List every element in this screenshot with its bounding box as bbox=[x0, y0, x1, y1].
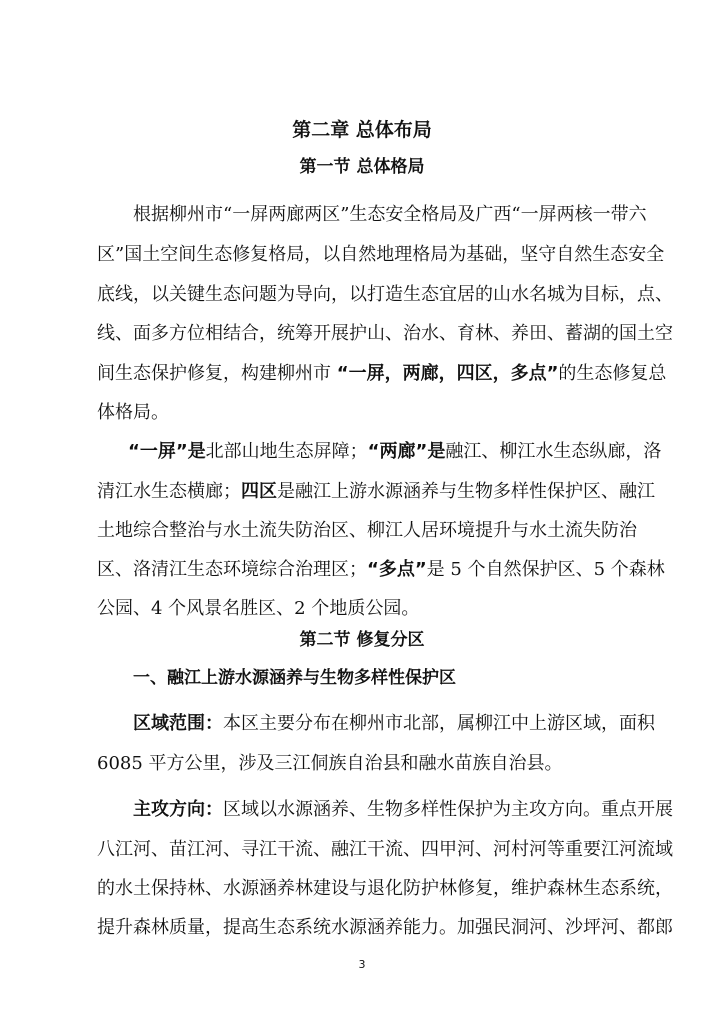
paragraph-line bbox=[97, 480, 655, 504]
page-number: 3 bbox=[358, 958, 366, 971]
text-run: 融江、柳江水生态纵廊，洛 bbox=[445, 441, 662, 462]
text-run: 区域以水源涵养、生物多样性保护为主攻方向。重点开展 bbox=[223, 799, 673, 820]
text-run: 的生态修复总 bbox=[558, 363, 667, 384]
bold-text: “一屏”是 bbox=[128, 441, 206, 462]
paragraph-line: 线、面多方位相结合，统筹开展护山、治水、育林、养田、蓄湖的国土空 bbox=[97, 323, 673, 344]
bold-text: “两廊”是 bbox=[367, 441, 446, 462]
bold-text: “一屏，两廊，四区，多点” bbox=[336, 363, 559, 384]
paragraph-line: 区”国土空间生态修复格局，以自然地理格局为基础，坚守自然生态安全 bbox=[97, 244, 665, 265]
text-run: 区、洛清江生态环境综合治理区； bbox=[97, 559, 367, 580]
section-title-1: 第一节 总体格局 bbox=[299, 157, 425, 177]
text-run: 本区主要分布在柳州市北部，属柳江中上游区域，面积 bbox=[223, 713, 655, 734]
paragraph-line: 的水土保持林、水源涵养林建设与退化防护林修复，维护森林生态系统， bbox=[97, 878, 673, 899]
bold-label: 区域范围： bbox=[133, 713, 223, 734]
paragraph-line: 底线，以关键生态问题为导向，以打造生态宜居的山水名城为目标，点、 bbox=[97, 284, 673, 305]
subsection-title: 一、融江上游水源涵养与生物多样性保护区 bbox=[133, 668, 456, 688]
paragraph-line bbox=[97, 558, 665, 582]
section-title-2: 第二节 修复分区 bbox=[299, 630, 425, 650]
text-run: 是 5 个自然保护区、5 个森林 bbox=[426, 559, 665, 580]
paragraph-line: 提升森林质量，提高生态系统水源涵养能力。加强民洞河、沙坪河、都郎 bbox=[97, 917, 673, 938]
text-run: 北部山地生态屏障； bbox=[205, 441, 368, 462]
paragraph-line: 体格局。 bbox=[97, 402, 169, 423]
paragraph-line: 根据柳州市“一屏两廊两区”生态安全格局及广西“一屏两核一带六 bbox=[133, 204, 647, 225]
paragraph-line bbox=[128, 440, 668, 464]
chapter-title: 第二章 总体布局 bbox=[292, 119, 432, 141]
text-run: 间生态保护修复，构建柳州市 bbox=[97, 363, 337, 384]
paragraph-line bbox=[97, 362, 667, 386]
text-run: 是融江上游水源涵养与生物多样性保护区、融江 bbox=[277, 481, 655, 502]
paragraph-line bbox=[133, 798, 673, 822]
paragraph-line: 公园、4 个风景名胜区、2 个地质公园。 bbox=[97, 598, 420, 619]
bold-text: “多点” bbox=[367, 559, 427, 580]
text-run: 清江水生态横廊； bbox=[97, 481, 241, 502]
paragraph-line: 6085 平方公里，涉及三江侗族自治县和融水苗族自治县。 bbox=[97, 753, 563, 774]
bold-text: 四区 bbox=[241, 481, 277, 502]
paragraph-line: 八江河、苗江河、寻江干流、融江干流、四甲河、河村河等重要江河流域 bbox=[97, 839, 673, 860]
paragraph-line: 土地综合整治与水土流失防治区、柳江人居环境提升与水土流失防治 bbox=[97, 520, 637, 541]
paragraph-line bbox=[133, 712, 673, 736]
bold-label: 主攻方向： bbox=[133, 799, 223, 820]
